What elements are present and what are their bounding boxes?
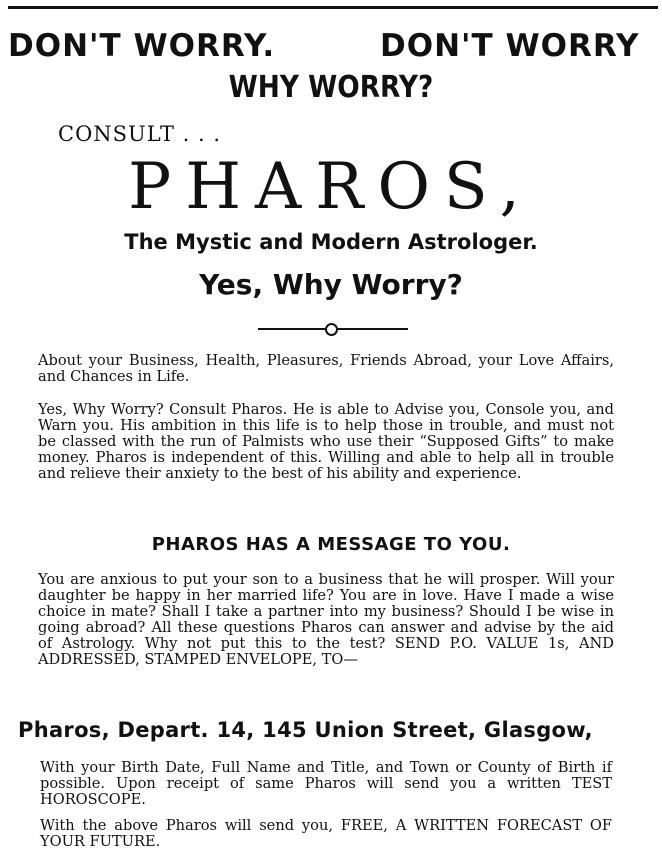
message-heading: PHAROS HAS A MESSAGE TO YOU. <box>151 534 511 555</box>
why-worry-heading: WHY WORRY? <box>228 70 434 105</box>
ornament-dot <box>325 323 338 336</box>
headline-right: DON'T WORRY <box>380 28 640 64</box>
paragraph-free-forecast: With the above Pharos will send you, FREE, A WRITTEN FORECAST OF YOUR FUTURE. <box>40 817 612 850</box>
paragraph-message: You are anxious to put your son to a business that he will prosper. Will your daughter be happy in her married life? You are in love. Have I made a wise choice in mate? Shall I take a partner into my business? Should I be wise in going abroad? All these questions Pharos can answer and advise by the aid of Astrology. Why not put this to the test? SEND P.O. VALUE 1s, AND ADDRESSED, STAMPED ENVELOPE, TO— <box>38 571 614 668</box>
top-rule <box>8 6 658 9</box>
pharos-title: PHAROS, <box>128 150 534 224</box>
subtitle: The Mystic and Modern Astrologer. <box>124 230 538 254</box>
headline-left: DON'T WORRY. <box>8 28 276 64</box>
headline-row <box>0 28 662 70</box>
paragraph-birth-details: With your Birth Date, Full Name and Title, and Town or County of Birth if possible. Upon receipt of same Pharos will send you a written TEST HOROSCOPE. <box>40 759 612 808</box>
paragraph-consult: Yes, Why Worry? Consult Pharos. He is able to Advise you, Console you, and Warn you. His ambition in this life is to help those in trouble, and must not be classed with the run of Palmists who use their “Supposed Gifts” to make money. Pharos is independent of this. Willing and able to help all in trouble and relieve their anxiety to the best of his ability and experience. <box>38 401 614 482</box>
tagline: Yes, Why Worry? <box>199 268 463 301</box>
address-line: Pharos, Depart. 14, 145 Union Street, Glasgow, <box>18 718 593 742</box>
paragraph-intro: About your Business, Health, Pleasures, Friends Abroad, your Love Affairs, and Chances in Life. <box>38 352 614 385</box>
consult-label: CONSULT . . . <box>58 122 222 146</box>
